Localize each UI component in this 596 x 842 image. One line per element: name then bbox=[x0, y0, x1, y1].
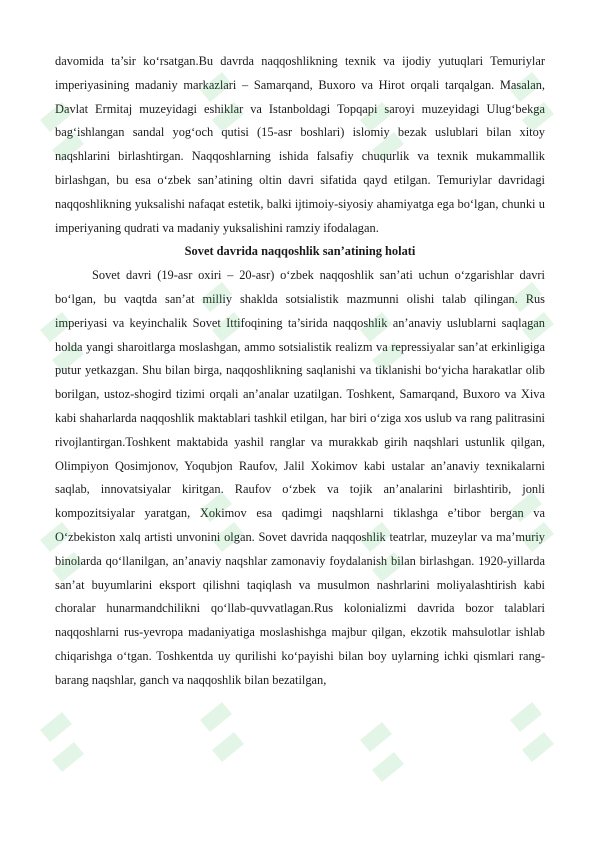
section-heading: Sovet davrida naqqoshlik san’atining holati bbox=[184, 244, 416, 259]
watermark-mark bbox=[200, 702, 244, 762]
watermark-mark bbox=[510, 702, 554, 762]
document-body bbox=[55, 50, 545, 693]
watermark-mark bbox=[40, 712, 84, 772]
paragraph: davomida ta’sir ko‘rsatgan.Bu davrda naqqoshlikning texnik va ijodiy yutuqlari Temuriylar imperiyasining madaniy markazlari – Samarqand, Buxoro va Hirot orqali tarqalgan. Masalan, Davlat Ermitaj muzeyidagi eshiklar va Istanboldagi Topqapi saroyi muzeyidagi Ulug‘bekga bag‘ishlangan sandal yog‘och qutisi (15-asr boshlari) islomiy bezak uslublari bilan xitoy naqshlarini birlashtirgan. Naqqoshlarning ishida falsafiy chuqurlik va texnik mukammallik birlashgan, bu esa o‘zbek san’atining oltin davri sifatida qayd etilgan. Temuriylar davridagi naqqoshlikning yuksalishi nafaqat estetik, balki ijtimoiy-siyosiy ahamiyatga ega bo‘lgan, chunki u imperiyaning qudrati va madaniy yuksalishini ramziy ifodalagan. bbox=[55, 54, 545, 235]
watermark-mark bbox=[360, 722, 404, 782]
paragraph: Sovet davri (19-asr oxiri – 20-asr) o‘zbek naqqoshlik san’ati uchun o‘zgarishlar davri bo‘lgan, bu vaqtda san’at milliy shaklda sotsialistik mazmunni olishi talab qilingan. Rus imperiyasi va keyinchalik Sovet Ittifoqining ta’sirida naqqoshlik an’anaviy uslublarni saqlagan holda yangi sharoitlarga moslashgan, ammo sotsialistik realizm va repressiyalar san’at erkinligiga putur yetkazgan. Shu bilan birga, naqqoshlikning saqlanishi va tiklanishi bo‘yicha harakatlar olib borilgan, ustoz-shogird tizimi orqali an’analar uzatilgan. Toshkent, Samarqand, Buxoro va Xiva kabi shaharlarda naqqoshlik maktablari tashkil etilgan, har biri o‘ziga xos uslub va rang palitrasini rivojlantirgan.Toshkent maktabida yashil ranglar va murakkab girih naqshlari ustunlik qilgan, Olimpiyon Qosimjonov, Yoqubjon Raufov, Jalil Xokimov kabi ustalar an’anaviy texnikalarni saqlab, innovatsiyalar kiritgan. Raufov o‘zbek va tojik an’analarini birlashtirib, jonli kompozitsiyalar yaratgan, Xokimov esa qadimgi naqshlarni tiklashga e’tibor bergan va O‘zbekiston xalq artisti unvonini olgan. Sovet davrida naqqoshlik teatrlar, muzeylar va ma’muriy binolarda qo‘llanilgan, an’anaviy naqshlar zamonaviy foydalanish bilan birlashgan. 1920-yillarda san’at buyumlarini eksport qilishni taqiqlash va musulmon nashrlarini moliyalashtirish kabi choralar hunarmandchilikni qo‘llab-quvvatlagan.Rus kolonializmi davrida bozor talablari naqqoshlarni rus-yevropa madaniyatiga moslashishga majbur qilgan, ekzotik mahsulotlar ishlab chiqarishga o‘tgan. Toshkentda uy qurilishi ko‘payishi bilan boy uylarning ichki qismlari rang-barang naqshlar, ganch va naqqoshlik bilan bezatilgan, bbox=[55, 268, 545, 687]
